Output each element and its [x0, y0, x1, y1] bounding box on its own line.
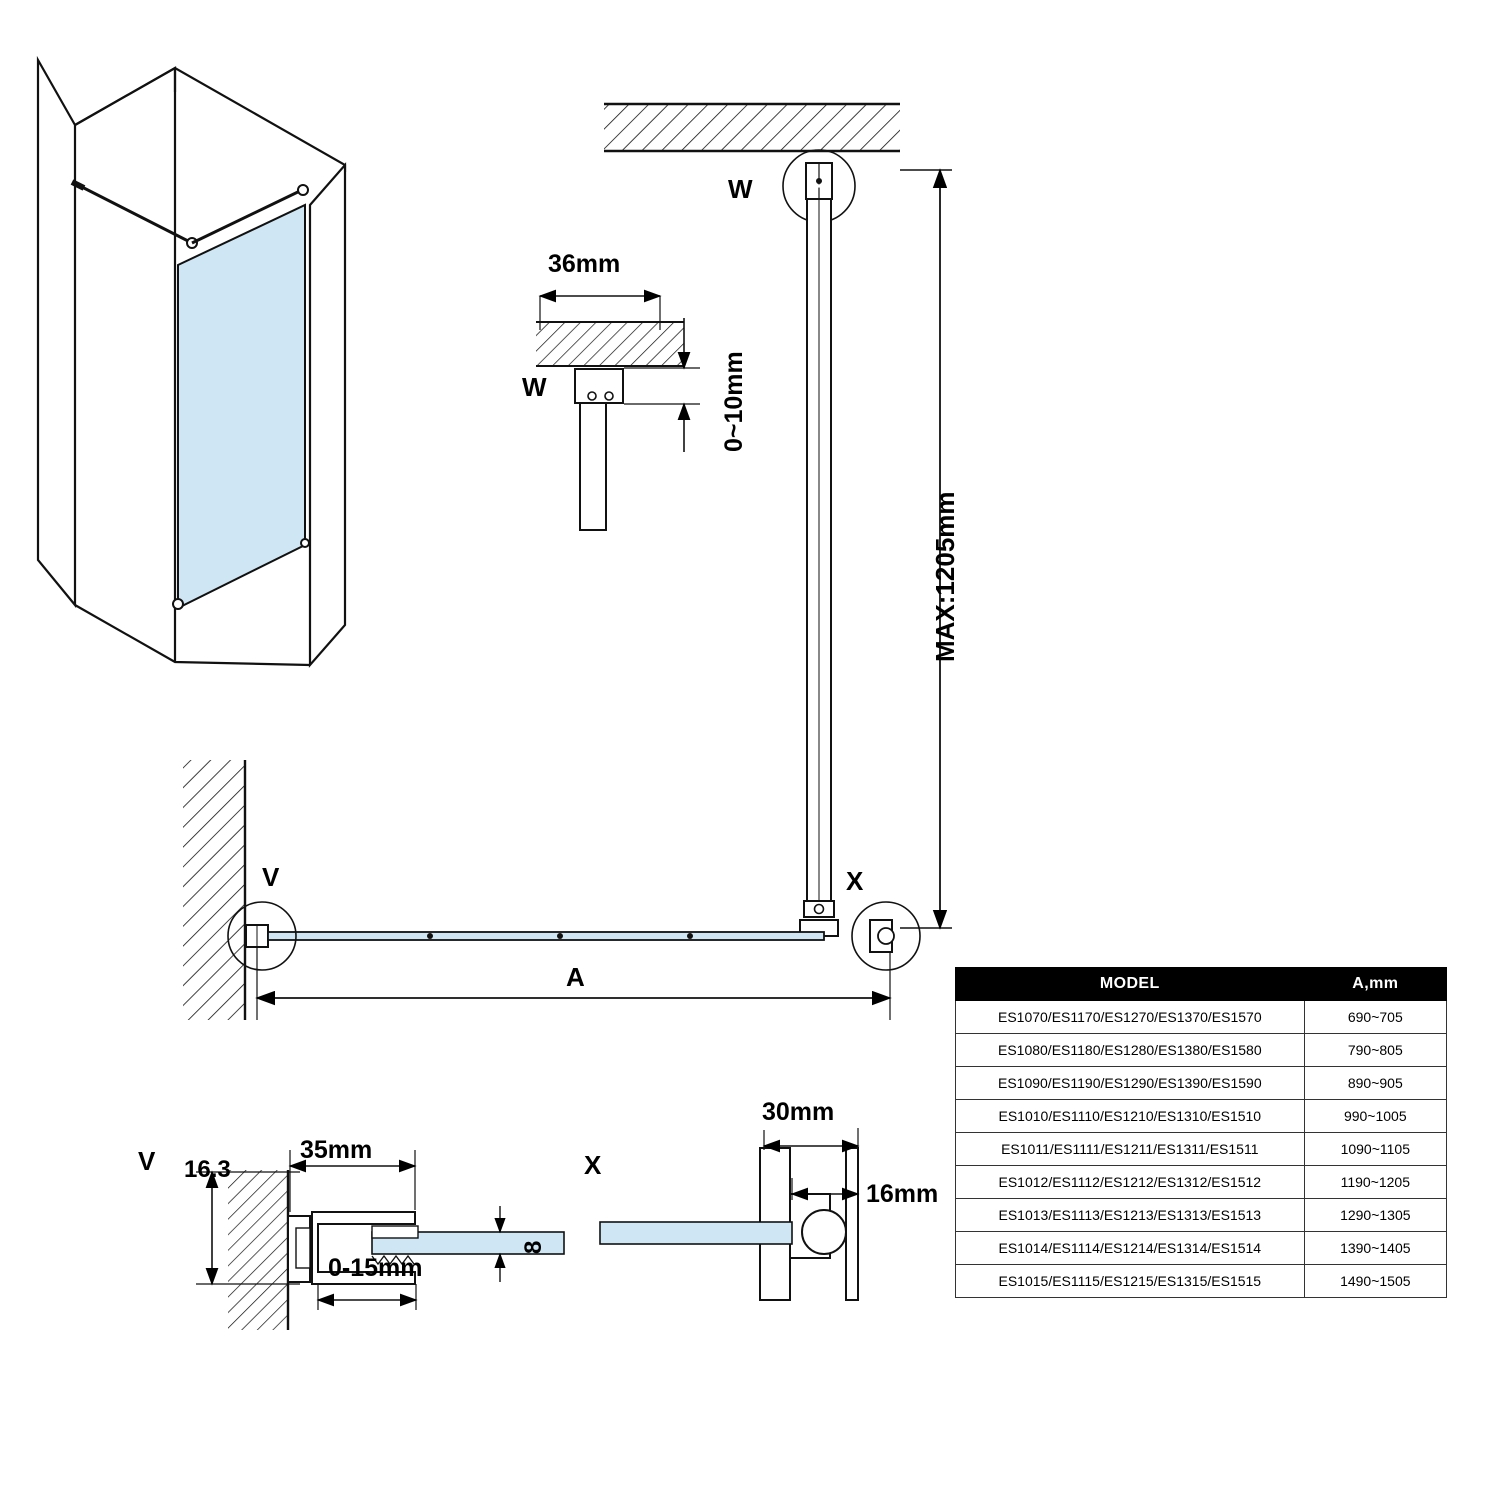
table-row	[956, 1166, 1447, 1199]
cell-a: 790~805	[1304, 1034, 1446, 1067]
cell-model: ES1011/ES1111/ES1211/ES1311/ES1511	[956, 1133, 1305, 1166]
table-body	[956, 1001, 1447, 1298]
cell-model: ES1070/ES1170/ES1270/ES1370/ES1570	[956, 1001, 1305, 1034]
table-row	[956, 1034, 1447, 1067]
cell-a: 890~905	[1304, 1067, 1446, 1100]
dim-label-a: A	[566, 962, 585, 992]
callout-label-w-side: W	[522, 372, 547, 402]
dim-label-36mm: 36mm	[548, 250, 621, 278]
dim-label-0-10mm: 0~10mm	[720, 351, 748, 452]
callout-label-v-detail: V	[138, 1146, 156, 1176]
table-row	[956, 1199, 1447, 1232]
model-spec-table	[955, 967, 1447, 1298]
cell-model: ES1012/ES1112/ES1212/ES1312/ES1512	[956, 1166, 1305, 1199]
cell-model: ES1010/ES1110/ES1210/ES1310/ES1510	[956, 1100, 1305, 1133]
table-row	[956, 1133, 1447, 1166]
cell-a: 1490~1505	[1304, 1265, 1446, 1298]
dim-label-16-3: 16.3	[184, 1156, 231, 1183]
x-detail	[600, 1128, 858, 1300]
w-detail-side	[536, 296, 700, 530]
table-row	[956, 1265, 1447, 1298]
cell-a: 1190~1205	[1304, 1166, 1446, 1199]
callout-label-x-plan: X	[846, 866, 864, 896]
callout-label-v-plan: V	[262, 862, 280, 892]
cell-model: ES1080/ES1180/ES1280/ES1380/ES1580	[956, 1034, 1305, 1067]
cell-a: 690~705	[1304, 1001, 1446, 1034]
cell-model: ES1014/ES1114/ES1214/ES1314/ES1514	[956, 1232, 1305, 1265]
callout-label-x-detail: X	[584, 1150, 602, 1180]
cell-a: 1090~1105	[1304, 1133, 1446, 1166]
table-row	[956, 1232, 1447, 1265]
table-row	[956, 1001, 1447, 1034]
cell-model: ES1015/ES1115/ES1215/ES1315/ES1515	[956, 1265, 1305, 1298]
dim-label-8: 8	[520, 1240, 547, 1254]
w-detail-top	[604, 104, 900, 936]
table-header-model: MODEL	[956, 968, 1305, 1001]
table-row	[956, 1100, 1447, 1133]
table-row	[956, 1067, 1447, 1100]
table-header-row	[956, 968, 1447, 1001]
cell-a: 990~1005	[1304, 1100, 1446, 1133]
callout-label-w-top: W	[728, 174, 753, 204]
perspective-view	[38, 10, 345, 665]
cell-a: 1390~1405	[1304, 1232, 1446, 1265]
dim-label-16mm: 16mm	[866, 1180, 939, 1208]
dim-label-max-height: MAX:1205mm	[930, 491, 960, 662]
v-detail	[196, 1150, 564, 1330]
cell-model: ES1090/ES1190/ES1290/ES1390/ES1590	[956, 1067, 1305, 1100]
cell-a: 1290~1305	[1304, 1199, 1446, 1232]
dim-label-0-15mm: 0-15mm	[328, 1254, 423, 1282]
dim-label-30mm: 30mm	[762, 1098, 835, 1126]
table-header-a: A,mm	[1304, 968, 1446, 1001]
cell-model: ES1013/ES1113/ES1213/ES1313/ES1513	[956, 1199, 1305, 1232]
dim-label-35mm: 35mm	[300, 1136, 373, 1164]
